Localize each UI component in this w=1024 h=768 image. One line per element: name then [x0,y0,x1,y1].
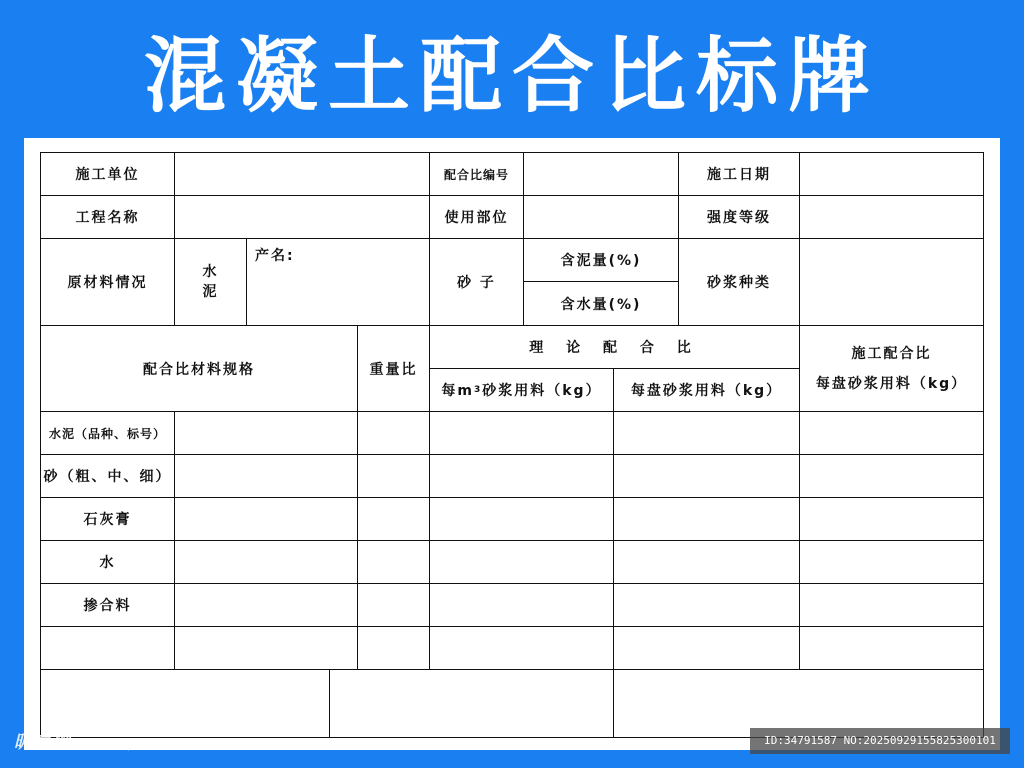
material-row-spec [174,626,358,670]
material-row-spec [174,454,358,498]
label-mix-number: 配合比编号 [429,152,524,196]
label-site-batch: 每盘砂浆用料（kg） [815,375,968,392]
mix-ratio-table [40,152,984,738]
label-cement-char-1: 水 [202,264,219,280]
material-row-spec [174,583,358,627]
material-row-site-batch [799,626,984,670]
material-row-site-batch [799,454,984,498]
material-row-weight-ratio [357,454,430,498]
material-row-spec [174,497,358,541]
material-row-weight-ratio [357,497,430,541]
bottom-cell-middle [329,669,614,738]
material-row-per-batch [613,583,800,627]
watermark-url: www.nipic.cn [78,737,170,751]
material-row-per-m3 [429,626,614,670]
watermark-logo [14,728,169,754]
label-material-spec: 配合比材料规格 [40,325,358,412]
label-site-ratio: 施工配合比 [851,345,932,362]
material-row-spec [174,411,358,455]
watermark-logo-text: 昵享网 [14,732,71,753]
label-site-ratio-group [799,325,984,412]
label-construction-unit: 施工单位 [40,152,175,196]
material-row-per-m3 [429,583,614,627]
material-row-label: 水 [40,540,175,584]
label-weight-ratio: 重量比 [357,325,430,412]
label-mud-content: 含泥量(%) [523,238,679,282]
label-project-name: 工程名称 [40,195,175,239]
label-cement-char-2: 泥 [202,284,219,300]
sign-title: 混凝土配合比标牌 [143,29,880,124]
material-row-per-m3 [429,497,614,541]
material-row-label: 砂（粗、中、细） [40,454,175,498]
label-strength-grade: 强度等级 [678,195,800,239]
label-water-content: 含水量(%) [523,281,679,326]
label-theory-ratio: 理 论 配 合 比 [429,325,800,369]
label-sand: 砂 子 [429,238,524,326]
value-construction-unit [174,152,430,196]
material-row-per-batch [613,454,800,498]
material-row-per-batch [613,411,800,455]
value-project-name [174,195,430,239]
value-usage-part [523,195,679,239]
material-row-per-batch [613,626,800,670]
label-construction-date: 施工日期 [678,152,800,196]
material-row-per-m3 [429,454,614,498]
label-per-m3-suffix: 砂浆用料（kg） [482,383,602,399]
material-row-site-batch [799,583,984,627]
value-origin: 产名: [246,238,430,326]
value-strength-grade [799,195,984,239]
material-row-label: 石灰膏 [40,497,175,541]
material-row-weight-ratio [357,540,430,584]
material-row-per-m3 [429,540,614,584]
material-row-per-batch [613,497,800,541]
value-mix-number [523,152,679,196]
label-per-m3-exponent: 3 [473,385,483,395]
label-cement [174,238,247,326]
material-row-label [40,626,175,670]
material-row-per-m3 [429,411,614,455]
label-per-m3 [429,368,614,412]
material-row-site-batch [799,497,984,541]
material-row-weight-ratio [357,583,430,627]
label-usage-part: 使用部位 [429,195,524,239]
value-construction-date [799,152,984,196]
label-mortar-type: 砂浆种类 [678,238,800,326]
material-row-weight-ratio [357,626,430,670]
label-raw-material: 原材料情况 [40,238,175,326]
material-row-label: 水泥（品种、标号） [40,411,175,455]
label-per-m3-prefix: 每m [441,383,474,399]
material-row-per-batch [613,540,800,584]
value-mortar-type [799,238,984,326]
material-row-spec [174,540,358,584]
label-per-batch: 每盘砂浆用料（kg） [613,368,800,412]
material-row-site-batch [799,411,984,455]
material-row-weight-ratio [357,411,430,455]
material-row-site-batch [799,540,984,584]
watermark-id: ID:34791587 NO:20250929155825300101 [750,728,1010,754]
material-row-label: 掺合料 [40,583,175,627]
